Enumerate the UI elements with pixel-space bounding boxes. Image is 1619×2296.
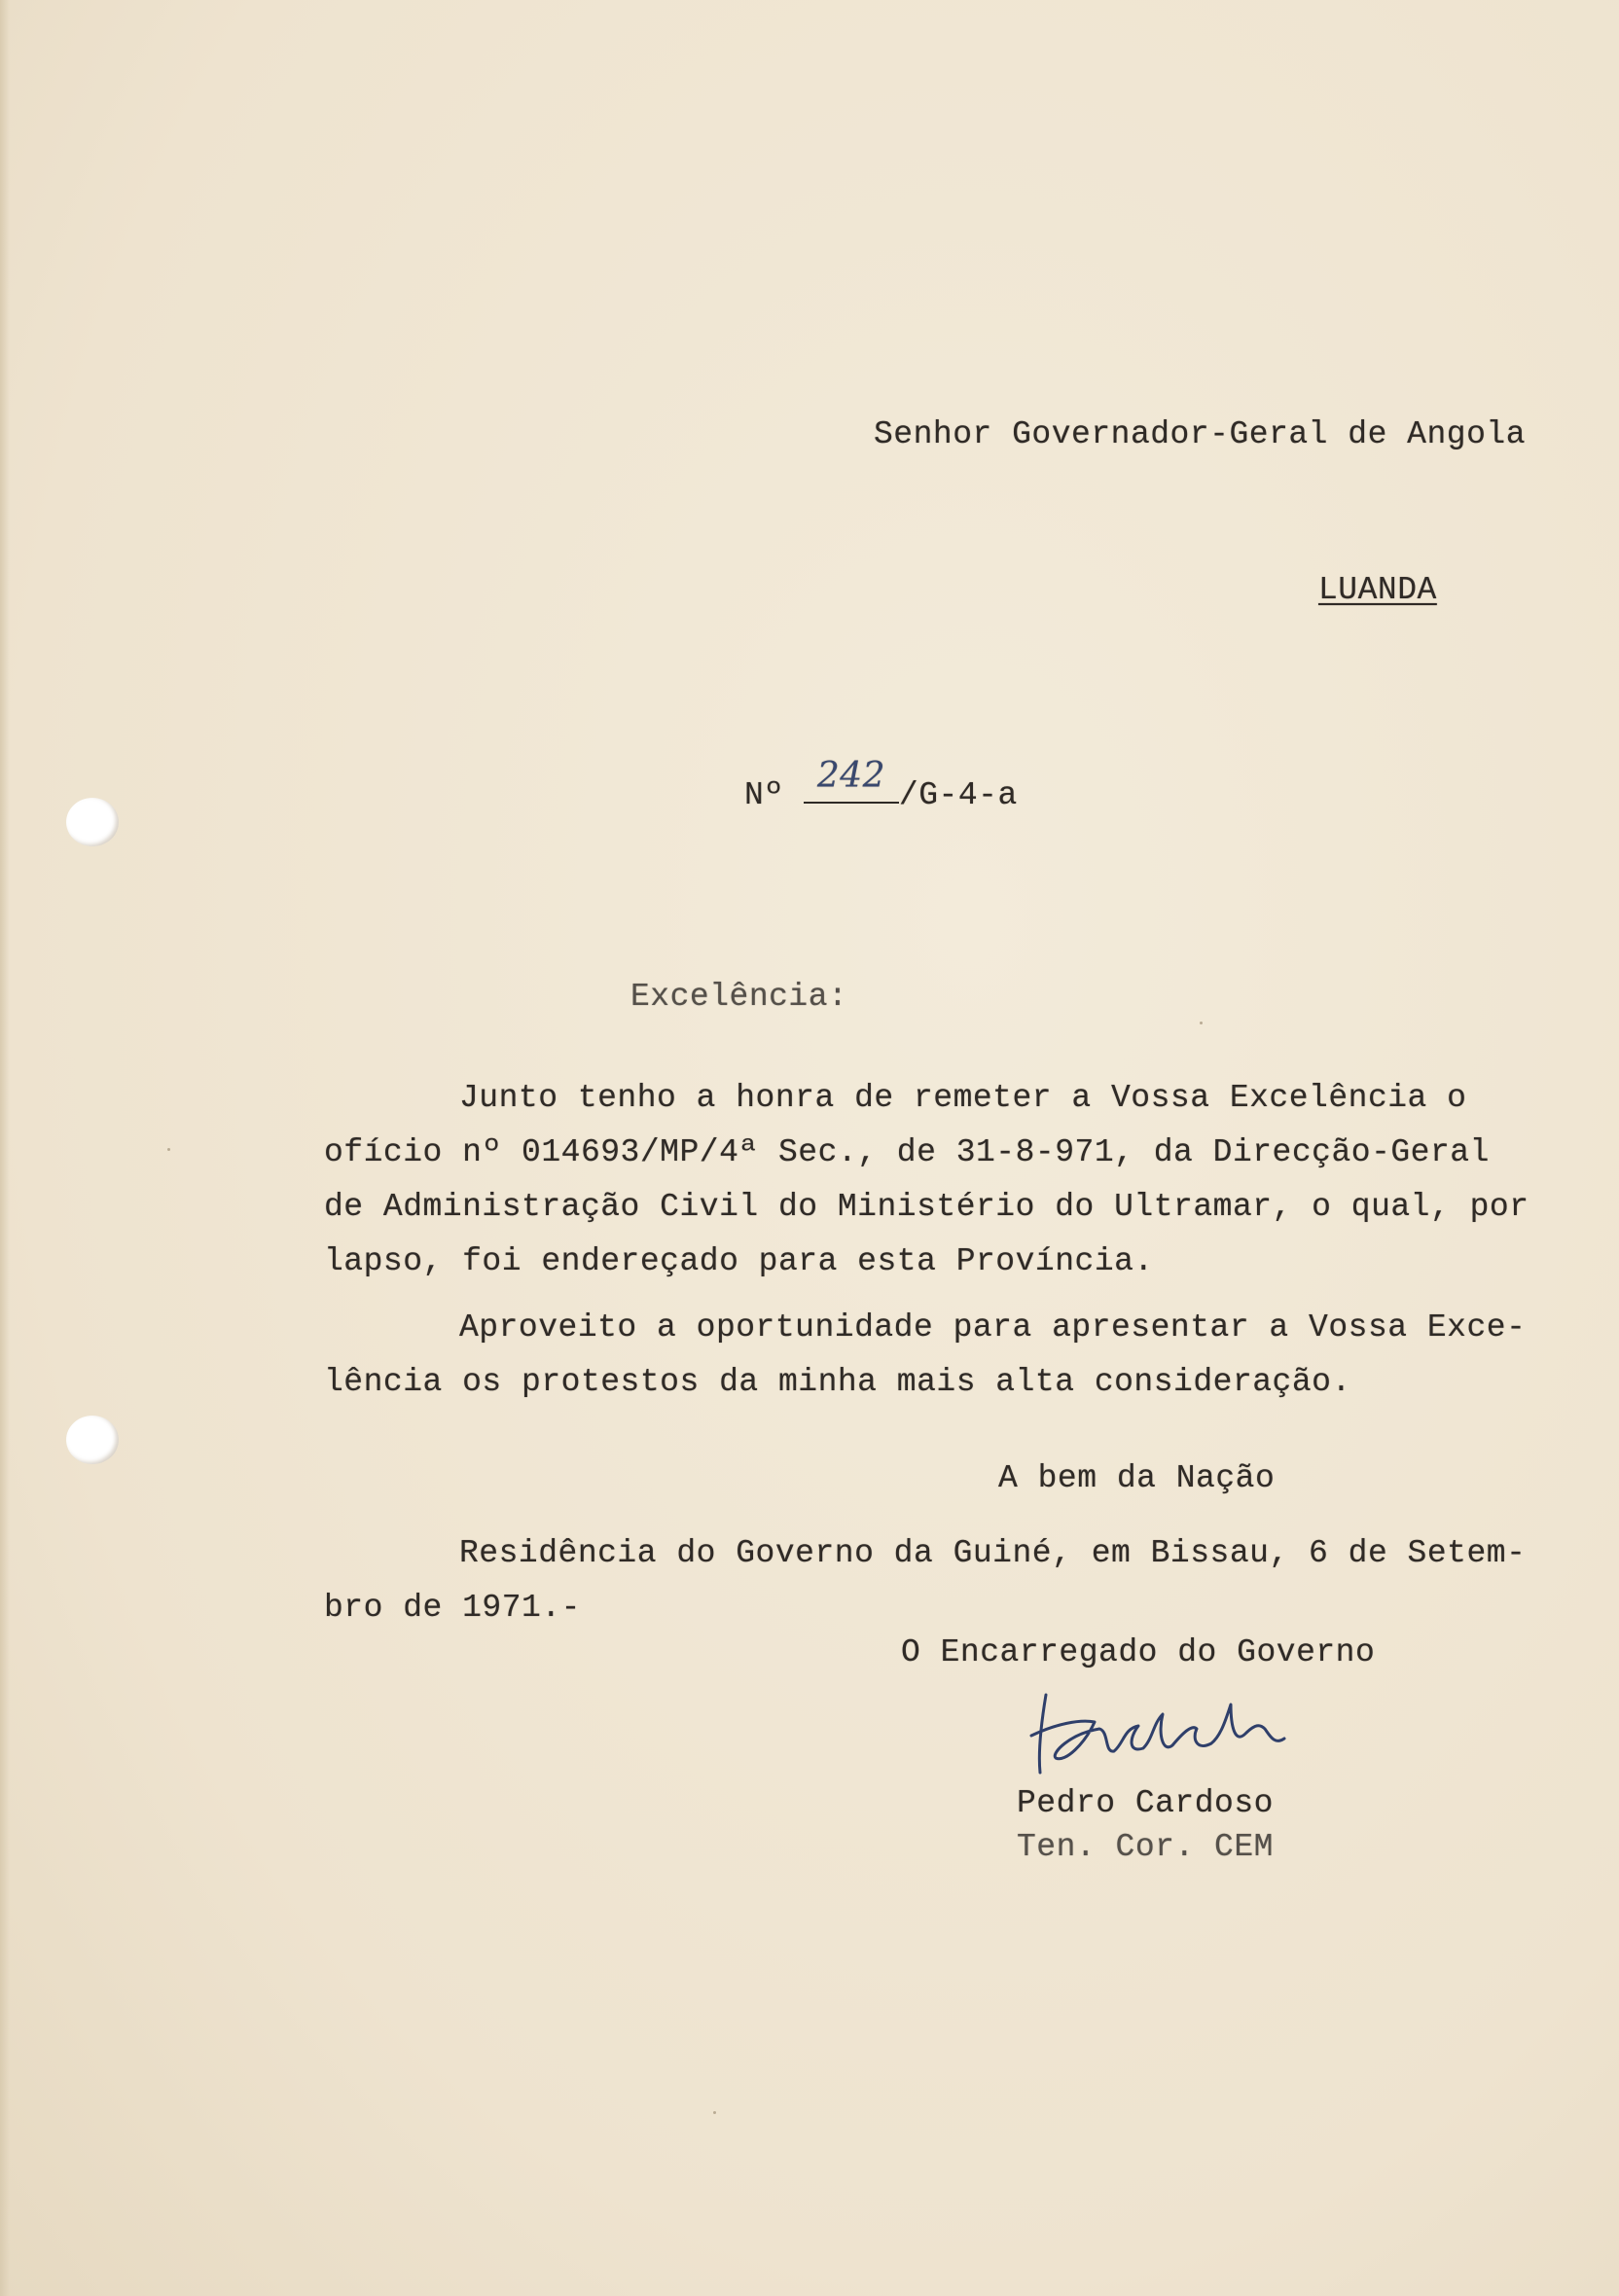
body-line: lapso, foi endereçado para esta Província. — [324, 1243, 1154, 1279]
punch-hole-top — [66, 798, 119, 846]
body-line: lência os protestos da minha mais alta consideração. — [324, 1364, 1351, 1400]
body-line: ofício nº 014693/MP/4ª Sec., de 31-8-971, da Direcção-Geral — [324, 1134, 1490, 1170]
reference-number-blank — [804, 756, 899, 804]
place-date-line: bro de 1971.- — [324, 1590, 581, 1626]
reference-prefix: Nº — [744, 777, 784, 813]
salutation: Excelência: — [630, 979, 848, 1015]
addressee-city: LUANDA — [1318, 572, 1437, 608]
signatory-name: Pedro Cardoso — [1017, 1785, 1274, 1821]
punch-hole-bottom — [66, 1416, 119, 1464]
paper-speck — [713, 2111, 716, 2114]
handwritten-signature — [1026, 1675, 1318, 1782]
signatory-role: O Encarregado do Governo — [901, 1634, 1376, 1670]
paper-edge-shadow — [0, 0, 10, 2296]
reference-number-handwritten: 242 — [816, 756, 886, 796]
signatory-rank: Ten. Cor. CEM — [1017, 1829, 1274, 1865]
reference-suffix: /G-4-a — [898, 777, 1018, 813]
paper-speck — [167, 1148, 170, 1151]
paper-speck — [1200, 1022, 1203, 1024]
addressee-title: Senhor Governador-Geral de Angola — [874, 416, 1527, 452]
place-date-line: Residência do Governo da Guiné, em Bissau, 6 de Setem- — [459, 1535, 1527, 1571]
body-line: Junto tenho a honra de remeter a Vossa Excelência o — [459, 1080, 1467, 1116]
reference-number — [744, 756, 1018, 813]
closing-motto: A bem da Nação — [998, 1460, 1276, 1496]
body-line: Aproveito a oportunidade para apresentar a Vossa Exce- — [459, 1309, 1527, 1345]
body-line: de Administração Civil do Ministério do Ultramar, o qual, por — [324, 1189, 1529, 1225]
